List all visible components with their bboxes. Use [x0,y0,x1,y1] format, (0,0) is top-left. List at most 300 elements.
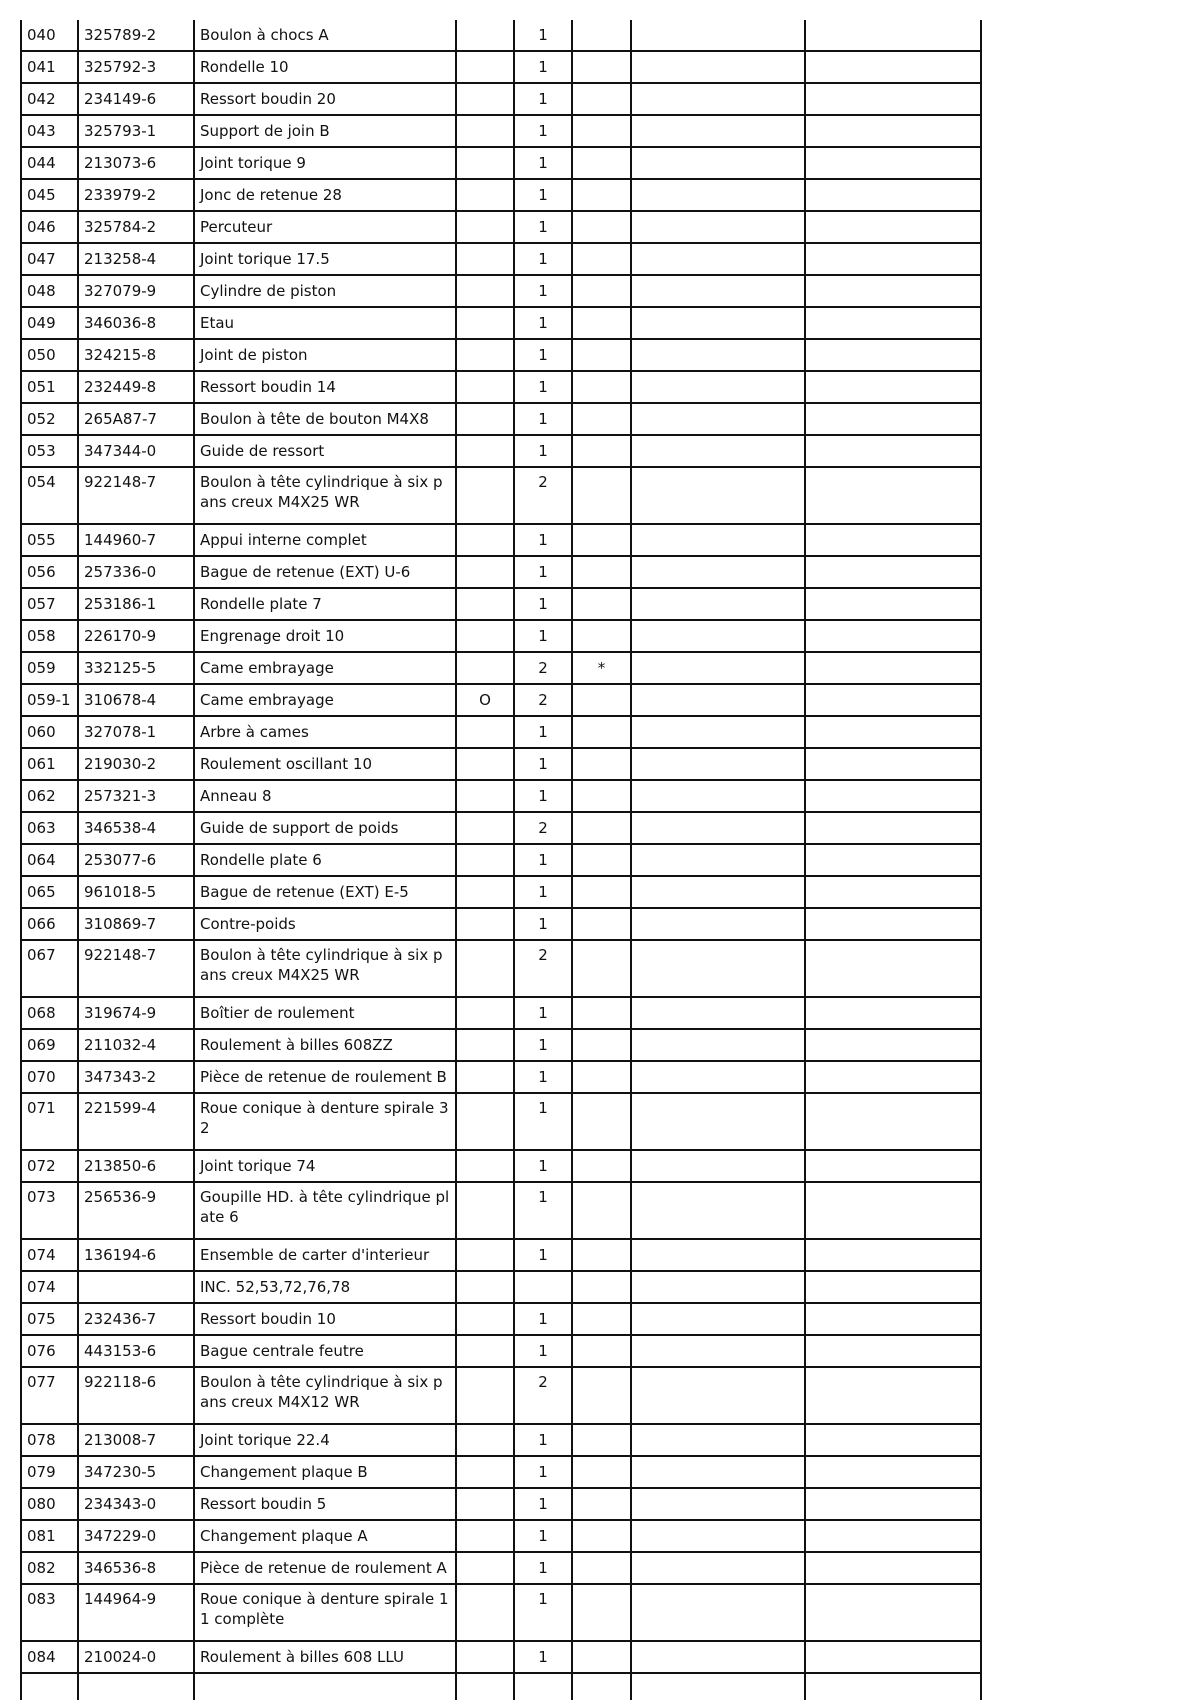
extra-column-cell-2 [805,1520,981,1552]
quantity-cell: 2 [514,940,572,997]
option-flag-cell [456,371,514,403]
option-flag-cell [456,1239,514,1271]
part-number-cell: 346538-4 [78,812,194,844]
item-number-cell: 079 [21,1456,78,1488]
item-number-cell: 048 [21,275,78,307]
quantity-cell: 1 [514,1061,572,1093]
item-number-cell: 070 [21,1061,78,1093]
part-number-cell: 253077-6 [78,844,194,876]
table-row [21,524,981,556]
option-flag-cell [456,147,514,179]
extra-column-cell-2 [805,435,981,467]
part-number-cell: 233979-2 [78,179,194,211]
note-cell [572,620,631,652]
quantity-cell: 1 [514,371,572,403]
table-row [21,1584,981,1641]
extra-column-cell-1 [631,844,805,876]
extra-column-cell-1 [631,940,805,997]
description-cell: Goupille HD. à tête cylindrique plate 6 [194,1182,456,1239]
part-number-cell: 136194-6 [78,1239,194,1271]
note-cell [572,997,631,1029]
quantity-cell: 1 [514,1424,572,1456]
table-row [21,1271,981,1303]
item-number-cell: 044 [21,147,78,179]
extra-column-cell-2 [805,1335,981,1367]
part-number-cell: 325793-1 [78,115,194,147]
part-number-cell: 310678-4 [78,684,194,716]
option-flag-cell [456,524,514,556]
item-number-cell: 066 [21,908,78,940]
item-number-cell: 075 [21,1303,78,1335]
part-number-cell: 257336-0 [78,556,194,588]
table-row [21,748,981,780]
extra-column-cell-1 [631,1641,805,1673]
item-number-cell: 077 [21,1367,78,1424]
item-number-cell: 049 [21,307,78,339]
option-flag-cell [456,844,514,876]
quantity-cell: 2 [514,1367,572,1424]
table-row [21,940,981,997]
note-cell [572,51,631,83]
option-flag-cell [456,467,514,524]
option-flag-cell [456,588,514,620]
quantity-cell: 2 [514,684,572,716]
quantity-cell: 1 [514,83,572,115]
item-number-cell: 043 [21,115,78,147]
table-row [21,780,981,812]
option-flag-cell [456,435,514,467]
table-row [21,1150,981,1182]
extra-column-cell-1 [631,275,805,307]
extra-column-cell-2 [805,147,981,179]
quantity-cell [514,1271,572,1303]
part-number-cell: 253186-1 [78,588,194,620]
quantity-cell: 1 [514,1029,572,1061]
note-cell [572,1061,631,1093]
extra-column-cell-2 [805,1182,981,1239]
extra-column-cell-2 [805,812,981,844]
extra-column-cell-2 [805,1271,981,1303]
item-number-cell: 082 [21,1552,78,1584]
quantity-cell: 1 [514,307,572,339]
description-cell: Joint torique 9 [194,147,456,179]
extra-column-cell-2 [805,1029,981,1061]
extra-column-cell-1 [631,588,805,620]
extra-column-cell-2 [805,556,981,588]
note-cell [572,1552,631,1584]
extra-column-cell-1 [631,1335,805,1367]
part-number-cell: 234343-0 [78,1488,194,1520]
option-flag-cell [456,620,514,652]
extra-column-cell-1 [631,1584,805,1641]
extra-column-cell-2 [805,997,981,1029]
quantity-cell: 2 [514,812,572,844]
extra-column-cell-1 [631,1303,805,1335]
option-flag-cell [456,940,514,997]
quantity-cell: 1 [514,179,572,211]
description-cell: Guide de support de poids [194,812,456,844]
quantity-cell: 1 [514,211,572,243]
option-flag-cell: O [456,684,514,716]
description-cell: Rondelle plate 6 [194,844,456,876]
option-flag-cell [456,716,514,748]
note-cell [572,940,631,997]
note-cell [572,876,631,908]
table-row [21,1456,981,1488]
extra-column-cell-2 [805,524,981,556]
part-number-cell: 310869-7 [78,908,194,940]
note-cell [572,1641,631,1673]
part-number-cell: 213008-7 [78,1424,194,1456]
note-cell [572,524,631,556]
item-number-cell: 074 [21,1271,78,1303]
parts-table-body [21,20,981,1700]
description-cell: Joint torique 22.4 [194,1424,456,1456]
parts-list-page [20,20,980,1700]
description-cell: Joint de piston [194,339,456,371]
part-number-cell: 325792-3 [78,51,194,83]
extra-column-cell-2 [805,1303,981,1335]
option-flag-cell [456,1093,514,1150]
option-flag-cell [456,876,514,908]
item-number-cell: 068 [21,997,78,1029]
description-cell: Ressort boudin 14 [194,371,456,403]
extra-column-cell-1 [631,1093,805,1150]
table-row [21,620,981,652]
extra-column-cell-1 [631,780,805,812]
quantity-cell: 1 [514,1520,572,1552]
note-cell [572,1029,631,1061]
description-cell: Boulon à tête cylindrique à six pans creux M4X25 WR [194,940,456,997]
quantity-cell: 1 [514,20,572,51]
table-row [21,1303,981,1335]
extra-column-cell-2 [805,1456,981,1488]
extra-column-cell-2 [805,684,981,716]
quantity-cell: 2 [514,652,572,684]
table-row [21,1520,981,1552]
table-row [21,1367,981,1424]
table-row [21,467,981,524]
quantity-cell: 1 [514,115,572,147]
part-number-cell: 232436-7 [78,1303,194,1335]
quantity-cell: 1 [514,844,572,876]
quantity-cell: 1 [514,1456,572,1488]
description-cell: Appui interne complet [194,524,456,556]
item-number-cell: 074 [21,1239,78,1271]
option-flag-cell [456,307,514,339]
note-cell [572,908,631,940]
item-number-cell: 067 [21,940,78,997]
extra-column-cell-2 [805,908,981,940]
extra-column-cell-2 [805,20,981,51]
description-cell: Came embrayage [194,652,456,684]
description-cell: Roulement oscillant 10 [194,748,456,780]
item-number-cell: 045 [21,179,78,211]
option-flag-cell [456,1552,514,1584]
description-cell: Percuteur [194,211,456,243]
part-number-cell: 922148-7 [78,940,194,997]
extra-column-cell-2 [805,588,981,620]
table-row [21,435,981,467]
part-number-cell: 443153-6 [78,1335,194,1367]
description-cell: Roue conique à denture spirale 11 complète [194,1584,456,1641]
part-number-cell [78,1271,194,1303]
option-flag-cell [456,1061,514,1093]
extra-column-cell-2 [805,620,981,652]
description-cell: Bague de retenue (EXT) U-6 [194,556,456,588]
table-row [21,652,981,684]
note-cell [572,1456,631,1488]
extra-column-cell-1 [631,179,805,211]
part-number-cell: 961018-5 [78,876,194,908]
part-number-cell: 256536-9 [78,1182,194,1239]
parts-table [20,20,982,1700]
extra-column-cell-1 [631,716,805,748]
part-number-cell: 332125-5 [78,652,194,684]
extra-column-cell-2 [805,1641,981,1673]
option-flag-cell [456,403,514,435]
extra-column-cell-2 [805,275,981,307]
item-number-cell: 058 [21,620,78,652]
description-cell: Jonc de retenue 28 [194,179,456,211]
quantity-cell: 1 [514,147,572,179]
extra-column-cell-2 [805,1488,981,1520]
quantity-cell: 1 [514,1150,572,1182]
description-cell: Boîtier de roulement [194,997,456,1029]
item-number-cell: 046 [21,211,78,243]
note-cell [572,1239,631,1271]
description-cell: Support de join B [194,115,456,147]
empty-cell [456,1673,514,1700]
quantity-cell: 1 [514,243,572,275]
option-flag-cell [456,83,514,115]
option-flag-cell [456,1271,514,1303]
option-flag-cell [456,179,514,211]
item-number-cell: 080 [21,1488,78,1520]
option-flag-cell [456,51,514,83]
description-cell: Roue conique à denture spirale 32 [194,1093,456,1150]
option-flag-cell [456,1029,514,1061]
option-flag-cell [456,1488,514,1520]
quantity-cell: 1 [514,1641,572,1673]
description-cell: INC. 52,53,72,76,78 [194,1271,456,1303]
extra-column-cell-1 [631,652,805,684]
extra-column-cell-1 [631,147,805,179]
table-row [21,997,981,1029]
extra-column-cell-1 [631,748,805,780]
extra-column-cell-1 [631,684,805,716]
quantity-cell: 1 [514,748,572,780]
option-flag-cell [456,812,514,844]
extra-column-cell-1 [631,556,805,588]
part-number-cell: 144960-7 [78,524,194,556]
quantity-cell: 1 [514,339,572,371]
note-cell [572,147,631,179]
description-cell: Ressort boudin 20 [194,83,456,115]
description-cell: Rondelle plate 7 [194,588,456,620]
note-cell [572,211,631,243]
extra-column-cell-2 [805,1239,981,1271]
table-row [21,1641,981,1673]
option-flag-cell [456,997,514,1029]
note-cell [572,275,631,307]
note-cell [572,716,631,748]
extra-column-cell-2 [805,51,981,83]
option-flag-cell [456,1335,514,1367]
empty-cell [805,1673,981,1700]
empty-cell [572,1673,631,1700]
table-row [21,51,981,83]
part-number-cell: 232449-8 [78,371,194,403]
empty-cell [514,1673,572,1700]
option-flag-cell [456,115,514,147]
description-cell: Bague de retenue (EXT) E-5 [194,876,456,908]
table-row [21,339,981,371]
extra-column-cell-2 [805,179,981,211]
item-number-cell: 083 [21,1584,78,1641]
description-cell: Changement plaque A [194,1520,456,1552]
item-number-cell: 040 [21,20,78,51]
note-cell [572,556,631,588]
extra-column-cell-1 [631,467,805,524]
description-cell: Boulon à tête cylindrique à six pans creux M4X25 WR [194,467,456,524]
quantity-cell: 1 [514,403,572,435]
note-cell [572,844,631,876]
note-cell [572,588,631,620]
part-number-cell: 219030-2 [78,748,194,780]
extra-column-cell-1 [631,403,805,435]
extra-column-cell-1 [631,371,805,403]
extra-column-cell-2 [805,1584,981,1641]
part-number-cell: 319674-9 [78,997,194,1029]
part-number-cell: 346036-8 [78,307,194,339]
note-cell [572,307,631,339]
option-flag-cell [456,1182,514,1239]
note-cell [572,83,631,115]
extra-column-cell-1 [631,51,805,83]
part-number-cell: 346536-8 [78,1552,194,1584]
description-cell: Boulon à chocs A [194,20,456,51]
item-number-cell: 057 [21,588,78,620]
quantity-cell: 1 [514,1182,572,1239]
table-row [21,403,981,435]
quantity-cell: 1 [514,1303,572,1335]
quantity-cell: 1 [514,435,572,467]
extra-column-cell-2 [805,652,981,684]
table-row [21,1424,981,1456]
description-cell: Cylindre de piston [194,275,456,307]
table-row [21,147,981,179]
item-number-cell: 060 [21,716,78,748]
extra-column-cell-2 [805,467,981,524]
extra-column-cell-1 [631,1271,805,1303]
item-number-cell: 076 [21,1335,78,1367]
extra-column-cell-2 [805,1061,981,1093]
table-row [21,83,981,115]
table-row [21,588,981,620]
option-flag-cell [456,908,514,940]
extra-column-cell-2 [805,403,981,435]
table-row [21,1182,981,1239]
quantity-cell: 1 [514,1584,572,1641]
note-cell [572,1271,631,1303]
table-row [21,20,981,51]
quantity-cell: 1 [514,908,572,940]
item-number-cell: 078 [21,1424,78,1456]
extra-column-cell-2 [805,1424,981,1456]
item-number-cell: 052 [21,403,78,435]
extra-column-cell-2 [805,1552,981,1584]
extra-column-cell-1 [631,83,805,115]
note-cell [572,812,631,844]
part-number-cell: 213258-4 [78,243,194,275]
quantity-cell: 1 [514,51,572,83]
part-number-cell: 325784-2 [78,211,194,243]
extra-column-cell-2 [805,1150,981,1182]
extra-column-cell-1 [631,620,805,652]
table-row [21,1552,981,1584]
part-number-cell: 922148-7 [78,467,194,524]
extra-column-cell-2 [805,748,981,780]
extra-column-cell-1 [631,908,805,940]
description-cell: Came embrayage [194,684,456,716]
extra-column-cell-1 [631,115,805,147]
description-cell: Joint torique 17.5 [194,243,456,275]
description-cell: Ensemble de carter d'interieur [194,1239,456,1271]
note-cell [572,748,631,780]
note-cell [572,20,631,51]
part-number-cell: 213850-6 [78,1150,194,1182]
item-number-cell: 072 [21,1150,78,1182]
item-number-cell: 051 [21,371,78,403]
quantity-cell: 1 [514,1093,572,1150]
item-number-cell: 071 [21,1093,78,1150]
item-number-cell: 041 [21,51,78,83]
extra-column-cell-1 [631,243,805,275]
quantity-cell: 1 [514,275,572,307]
item-number-cell: 055 [21,524,78,556]
extra-column-cell-1 [631,211,805,243]
part-number-cell: 257321-3 [78,780,194,812]
extra-column-cell-1 [631,876,805,908]
quantity-cell: 1 [514,524,572,556]
description-cell: Boulon à tête de bouton M4X8 [194,403,456,435]
description-cell: Anneau 8 [194,780,456,812]
part-number-cell: 347343-2 [78,1061,194,1093]
quantity-cell: 1 [514,620,572,652]
note-cell [572,115,631,147]
extra-column-cell-2 [805,844,981,876]
option-flag-cell [456,1367,514,1424]
table-row [21,371,981,403]
note-cell [572,1488,631,1520]
option-flag-cell [456,652,514,684]
extra-column-cell-1 [631,812,805,844]
item-number-cell: 081 [21,1520,78,1552]
item-number-cell: 084 [21,1641,78,1673]
table-row [21,211,981,243]
option-flag-cell [456,243,514,275]
extra-column-cell-1 [631,1150,805,1182]
extra-column-cell-1 [631,1520,805,1552]
description-cell: Roulement à billes 608ZZ [194,1029,456,1061]
description-cell: Bague centrale feutre [194,1335,456,1367]
option-flag-cell [456,780,514,812]
table-row [21,908,981,940]
table-row [21,115,981,147]
extra-column-cell-2 [805,876,981,908]
description-cell: Guide de ressort [194,435,456,467]
